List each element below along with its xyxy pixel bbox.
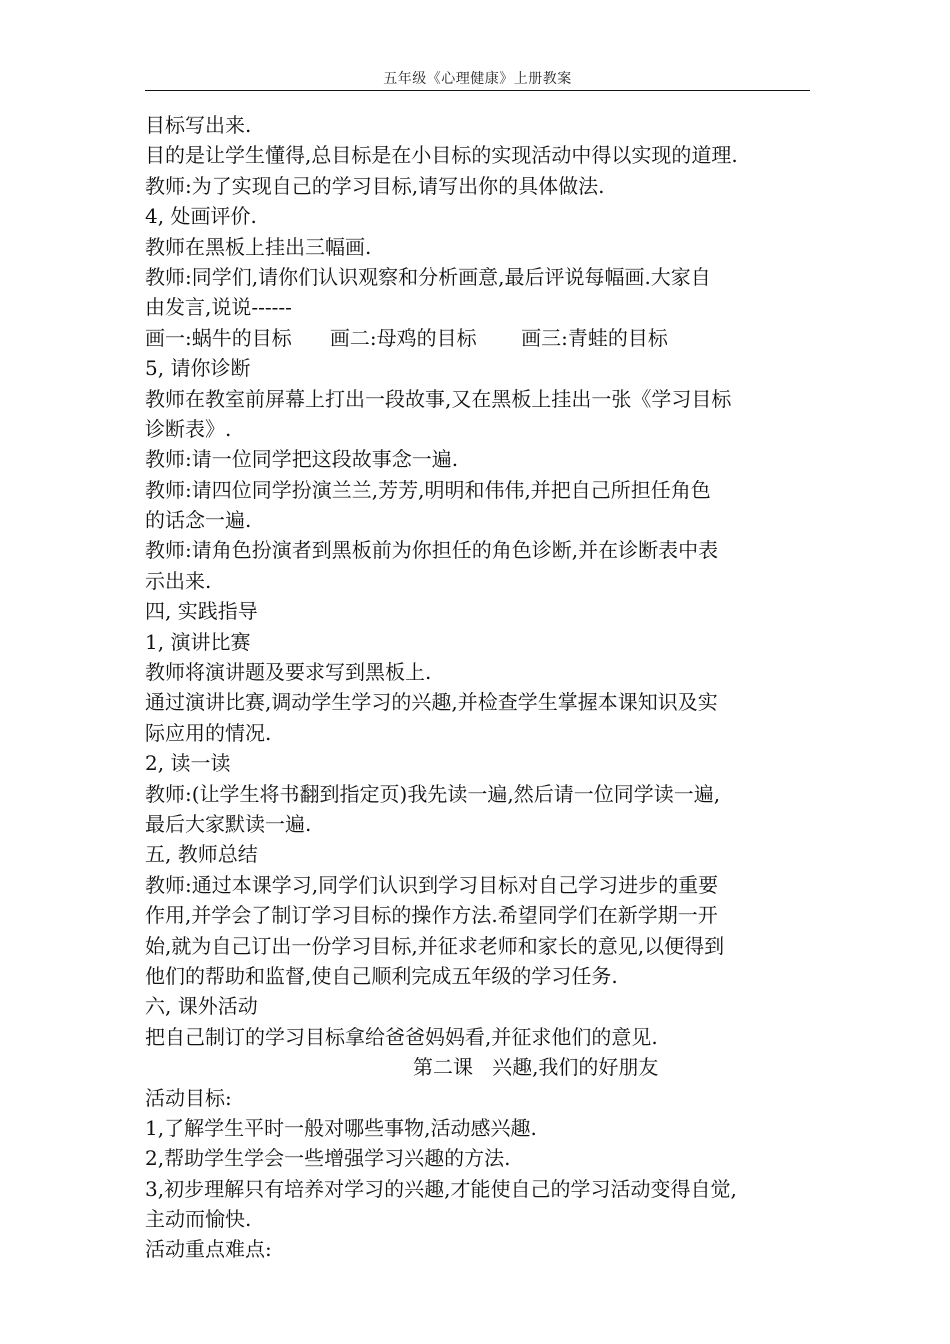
text-line: 活动目标: bbox=[145, 1085, 232, 1110]
document-body bbox=[145, 110, 813, 1265]
text-line: 教师:同学们,请你们认识观察和分析画意,最后评说每幅画.大家自 bbox=[145, 264, 711, 289]
text-line: 通过演讲比赛,调动学生学习的兴趣,并检查学生掌握本课知识及实 bbox=[145, 690, 718, 715]
section-heading: 1, 演讲比赛 bbox=[145, 629, 251, 654]
text-line: 教师:请一位同学把这段故事念一遍. bbox=[145, 447, 459, 472]
section-heading: 2, 读一读 bbox=[145, 751, 231, 776]
text-line: 教师:请角色扮演者到黑板前为你担任的角色诊断,并在诊断表中表 bbox=[145, 538, 719, 563]
text-line: 目标写出来. bbox=[145, 113, 252, 137]
text-line: 3,初步理解只有培养对学习的兴趣,才能使自己的学习活动变得自觉, bbox=[145, 1176, 737, 1201]
header-rule bbox=[145, 90, 810, 91]
text-line: 教师将演讲题及要求写到黑板上. bbox=[145, 660, 432, 685]
text-line: 由发言,说说------ bbox=[145, 295, 292, 320]
text-line: 际应用的情况. bbox=[145, 720, 272, 745]
text-line: 诊断表》. bbox=[145, 416, 232, 441]
text-line: 目的是让学生懂得,总目标是在小目标的实现活动中得以实现的道理. bbox=[145, 143, 738, 168]
text-line: 示出来. bbox=[145, 568, 212, 593]
text-line: 的话念一遍. bbox=[145, 508, 252, 533]
text-line: 主动而愉快. bbox=[145, 1207, 252, 1232]
text-line: 教师:为了实现自己的学习目标,请写出你的具体做法. bbox=[145, 173, 605, 198]
text-line: 作用,并学会了制订学习目标的操作方法.希望同学们在新学期一开 bbox=[145, 903, 718, 928]
text-line: 教师在教室前屏幕上打出一段故事,又在黑板上挂出一张《学习目标 bbox=[145, 386, 732, 411]
text-line: 教师:(让学生将书翻到指定页)我先读一遍,然后请一位同学读一遍, bbox=[145, 781, 721, 806]
section-heading: 4, 处画评价. bbox=[145, 204, 257, 229]
text-line: 活动重点难点: bbox=[145, 1237, 272, 1262]
section-heading: 5, 请你诊断 bbox=[145, 356, 251, 381]
text-line: 他们的帮助和监督,使自己顺利完成五年级的学习任务. bbox=[145, 963, 618, 988]
text-line: 画一:蜗牛的目标 画二:母鸡的目标 画三:青蛙的目标 bbox=[145, 325, 668, 350]
text-line: 教师在黑板上挂出三幅画. bbox=[145, 234, 372, 259]
page-header-title: 五年级《心理健康》上册教案 bbox=[383, 71, 572, 87]
section-heading: 五, 教师总结 bbox=[145, 842, 258, 867]
text-line: 教师:通过本课学习,同学们认识到学习目标对自己学习进步的重要 bbox=[145, 872, 719, 897]
section-heading: 四, 实践指导 bbox=[145, 599, 258, 624]
section-heading: 六, 课外活动 bbox=[145, 994, 258, 1019]
text-line: 1,了解学生平时一般对哪些事物,活动感兴趣. bbox=[145, 1115, 537, 1140]
text-line: 把自己制订的学习目标拿给爸爸妈妈看,并征求他们的意见. bbox=[145, 1024, 658, 1049]
lesson-title: 第二课 兴趣,我们的好朋友 bbox=[413, 1055, 659, 1080]
text-line: 2,帮助学生学会一些增强学习兴趣的方法. bbox=[145, 1146, 511, 1171]
text-line: 始,就为自己订出一份学习目标,并征求老师和家长的意见,以便得到 bbox=[145, 933, 725, 958]
text-line: 最后大家默读一遍. bbox=[145, 811, 312, 836]
text-line: 教师:请四位同学扮演兰兰,芳芳,明明和伟伟,并把自己所担任角色 bbox=[145, 477, 711, 502]
